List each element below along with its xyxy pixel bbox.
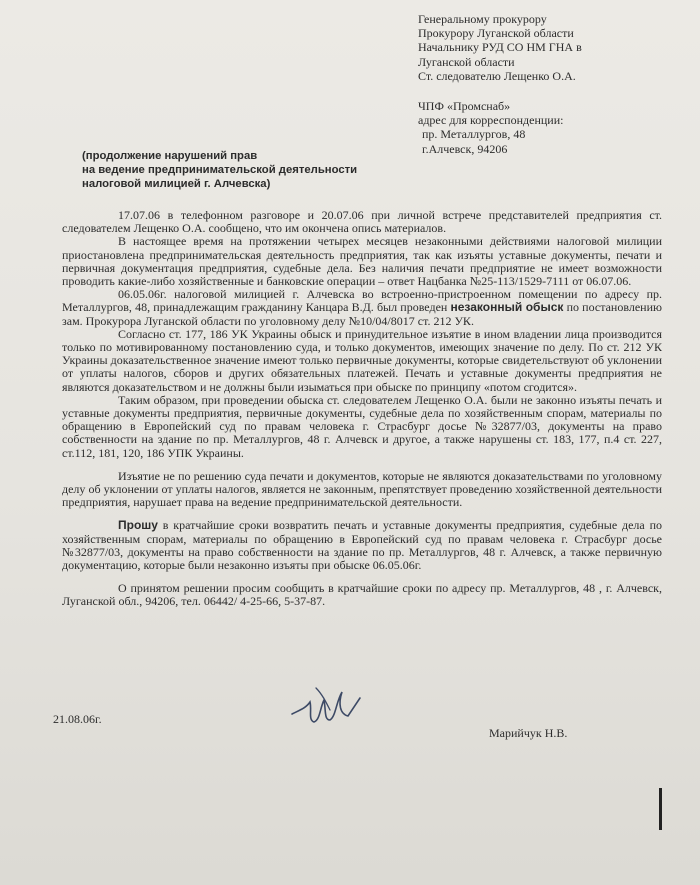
body-paragraph: 17.07.06 в телефонном разговоре и 20.07.06 при личной встрече представителей предприятия ст. следователем Лещенко О.А. сообщено, что им окончена опись материалов. xyxy=(62,208,662,236)
body-paragraph: Согласно ст. 177, 186 УК Украины обыск и принудительное изъятие в ином владении лица производится только по мотивированному постановлению суда, и только документов, имеющих значение по делу. По ст. 212 УК Украины доказательственное значение имеют только первичные документы, которые свидетельствуют об уклонении от уплаты налогов, сборов и других обязательных платежей. Печать и уставные документы предприятия не являются доказательством и не должны были изыматься при обыске по принципу «потом сгодится». xyxy=(62,326,662,394)
edge-mark xyxy=(659,788,662,830)
paragraph-text: в кратчайшие сроки возвратить печать и уставные документы предприятия, судебные дела по хозяйственным спорам, материалы по обращению в Европейский суд по правам человека г. Страсбург досье №32877/03, документы на право собственности на здание по пр. Металлургов, 48 г. Алчевск, а также первичную документацию, которые были незаконно изъяты при обыске 06.05.06г. xyxy=(62,518,662,573)
addressee-line: Ст. следователю Лещенко О.А. xyxy=(418,68,576,83)
subject-line: (продолжение нарушений прав xyxy=(82,150,258,162)
body-paragraph: Таким образом, при проведении обыска ст. следователем Лещенко О.А. были не законно изъяты печать и уставные документы предприятия, первичные документы, судебные дела по хозяйственным спорам, материалы по обращению в Европейский суд по правам человека г. Страсбург досье №32877/03, документы на право собственности на здание по пр. Металлургов, 48 г. Алчевск и другое, а также нарушены ст. 183, 177, п.4 ст. 227, ст.112, 181, 120, 186 УПК Украины. xyxy=(62,392,662,460)
paragraph-text: по постановлению зам. Прокурора Луганской области по уголовному делу №10/04/8017 ст. 212 УК. xyxy=(62,300,662,328)
request-paragraph xyxy=(62,519,662,572)
signer-name: Марийчук Н.В. xyxy=(489,726,568,740)
paragraph-text: 06.05.06г. налоговой милицией г. Алчевска во встроенно-пристроенном помещении по адресу пр. Металлургов, 48, принадлежащим гражданину Канцара В.Д. был проведен xyxy=(62,287,662,315)
sender-name: ЧПФ «Промснаб» xyxy=(418,99,511,114)
sender-street: пр. Металлургов, 48 xyxy=(422,127,526,142)
request-keyword: Прошу xyxy=(118,518,158,533)
subject-line: налоговой милицией г. Алчевска) xyxy=(82,178,271,190)
addressee-line: Прокурору Луганской области xyxy=(418,26,574,41)
letter-body xyxy=(62,209,662,609)
addressee-line: Генеральному прокурору xyxy=(418,12,547,26)
subject-heading xyxy=(82,149,422,191)
correspondence-label: адрес для корреспонденции: xyxy=(418,113,564,128)
subject-line: на ведение предпринимательской деятельности xyxy=(82,164,358,176)
body-paragraph: В настоящее время на протяжении четырех месяцев незаконными действиями налоговой милиции приостановлена предпринимательская деятельность предприятия, так как изъяты уставные документы, печати и первичная документация предприятия, судебные дела. Без наличия печати предприятие не имеет возможности проводить какие-либо хозяйственные и банковские операции – ответ Нацбанка №25-113/1529-7111 от 06.07.06. xyxy=(62,234,662,289)
emphasis-text: незаконный обыск xyxy=(450,300,564,315)
addressee-block xyxy=(418,12,688,156)
sender-city: г.Алчевск, 94206 xyxy=(422,141,508,156)
body-paragraph: О принятом решении просим сообщить в кратчайшие сроки по адресу пр. Металлургов, 48 , г. Алчевск, Луганской обл., 94206, тел. 06442/ 4-25-66, 5-37-87. xyxy=(62,581,662,609)
body-paragraph: Изъятие не по решению суда печати и документов, которые не являются доказательствами по уголовному делу об уклонении от уплаты налогов, является не законным, препятствует проведению хозяйственной деятельности предприятия, нарушает права на ведение предпринимательской деятельности. xyxy=(62,468,662,510)
body-paragraph xyxy=(62,288,662,328)
handwritten-signature xyxy=(286,680,366,732)
addressee-line: Начальнику РУД СО НМ ГНА в xyxy=(418,40,582,55)
addressee-line: Луганской области xyxy=(418,54,515,69)
letter-date: 21.08.06г. xyxy=(53,712,102,726)
